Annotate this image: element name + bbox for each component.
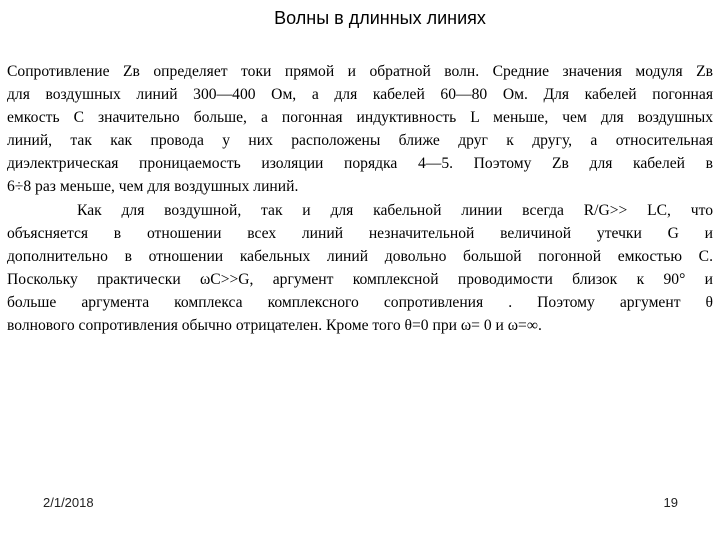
page-number: 19 <box>663 495 678 510</box>
text-line: больше аргумента комплекса комплексного сопротивления . Поэтому аргумент θ <box>7 293 713 311</box>
footer-date: 2/1/2018 <box>43 495 94 510</box>
text-line: Как для воздушной, так и для кабельной линии всегда R/G>> LC, что <box>77 201 713 219</box>
text-line: емкость С значительно больше, а погонная индуктивность L меньше, чем для воздушных <box>7 109 713 127</box>
text-line: линий, так как провода у них расположены ближе друг к другу, а относительная <box>7 132 713 150</box>
text-line: Сопротивление Zв определяет токи прямой и обратной волн. Средние значения модуля Zв <box>7 63 713 80</box>
body-text <box>7 60 713 337</box>
text-line: волнового сопротивления обычно отрицателен. Кроме того θ=0 при ω= 0 и ω=∞. <box>7 317 542 335</box>
text-line: Поскольку практически ωС>>G, аргумент комплексной проводимости близок к 90° и <box>7 270 713 288</box>
text-line: диэлектрическая проницаемость изоляции порядка 4—5. Поэтому Zв для кабелей в <box>7 155 713 173</box>
text-line: для воздушных линий 300—400 Ом, а для кабелей 60—80 Ом. Для кабелей погонная <box>7 86 713 104</box>
slide-title: Волны в длинных линиях <box>274 8 486 28</box>
text-line: 6÷8 раз меньше, чем для воздушных линий. <box>7 178 299 196</box>
text-line: дополнительно в отношении кабельных линий довольно большой погонной емкостью С. <box>7 247 713 265</box>
text-line: объясняется в отношении всех линий незначительной величиной утечки G и <box>7 224 713 242</box>
